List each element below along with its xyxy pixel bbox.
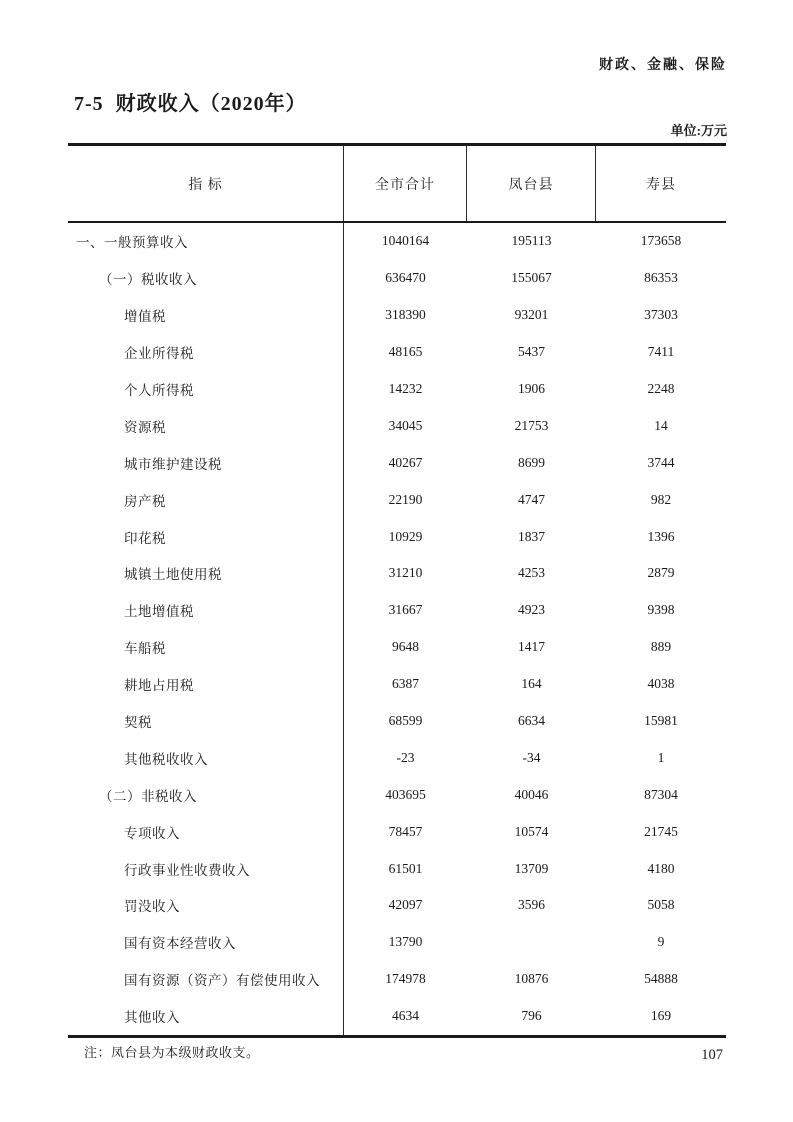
- row-value: 3744: [647, 454, 675, 470]
- footnote: 注：凤台县为本级财政收支。: [84, 1045, 260, 1060]
- row-label: 资源税: [68, 407, 344, 444]
- row-label: 其他收入: [68, 998, 344, 1035]
- row-value: 1417: [518, 639, 545, 655]
- row-value: 1906: [518, 381, 545, 396]
- row-value: 13790: [388, 934, 423, 950]
- table-row: [68, 813, 726, 850]
- table-body: [68, 223, 726, 1035]
- table-row: [68, 961, 726, 998]
- row-value: 54888: [644, 971, 678, 987]
- row-value: 9: [657, 934, 665, 950]
- table-row: [68, 518, 726, 555]
- row-value: 173658: [640, 233, 682, 249]
- table-row: [68, 629, 726, 666]
- row-value: 10876: [514, 971, 549, 987]
- row-value: 164: [521, 676, 542, 692]
- row-value: 4747: [518, 491, 545, 507]
- row-label: 契税: [68, 703, 344, 740]
- unit-label: 单位:万元: [670, 123, 727, 138]
- row-value: 1396: [647, 528, 675, 544]
- row-label: 专项收入: [68, 813, 344, 850]
- row-value: -34: [522, 749, 541, 765]
- table-row: [68, 371, 726, 408]
- row-value: 40046: [514, 786, 549, 802]
- row-value: 9398: [647, 602, 675, 618]
- row-value: [467, 924, 596, 961]
- table-row: [68, 555, 726, 592]
- table-row: [68, 924, 726, 961]
- row-value: 10574: [514, 823, 549, 839]
- row-value: 4180: [647, 860, 675, 876]
- row-label: （一）税收收入: [68, 260, 344, 297]
- page-number: 107: [701, 1047, 723, 1063]
- row-label: 耕地占用税: [68, 666, 344, 703]
- row-label: 城市维护建设税: [68, 444, 344, 481]
- row-value: 15981: [644, 713, 678, 729]
- table-row: [68, 887, 726, 924]
- table-row: [68, 223, 726, 260]
- row-value: 1: [657, 749, 665, 765]
- row-value: 3596: [518, 897, 545, 913]
- row-value: 61501: [388, 860, 423, 876]
- row-label: 罚没收入: [68, 887, 344, 924]
- row-value: 31210: [388, 565, 423, 581]
- row-label: 印花税: [68, 518, 344, 555]
- row-value: 4923: [518, 602, 545, 618]
- table-row: [68, 407, 726, 444]
- row-value: 87304: [644, 786, 678, 802]
- column-header-fengtai: 凤台县: [467, 146, 596, 221]
- table-header-row: [68, 146, 726, 223]
- page-title: 7-5 财政收入（2020年）: [74, 93, 307, 115]
- row-value: 14: [654, 417, 668, 433]
- column-header-indicator: 指 标: [68, 146, 344, 221]
- row-value: 8699: [518, 454, 545, 470]
- row-value: 2879: [647, 565, 675, 581]
- row-label: 房产税: [68, 481, 344, 518]
- row-label: 行政事业性收费收入: [68, 850, 344, 887]
- table-row: [68, 776, 726, 813]
- row-value: 31667: [388, 602, 423, 618]
- table-row: [68, 850, 726, 887]
- row-value: 195113: [511, 233, 552, 249]
- row-value: 1837: [518, 528, 545, 544]
- row-value: 21753: [514, 417, 549, 433]
- row-value: -23: [396, 749, 415, 765]
- row-label: 一、一般预算收入: [68, 223, 344, 260]
- row-value: 93201: [514, 307, 549, 323]
- row-label: 国有资源（资产）有偿使用收入: [68, 961, 344, 998]
- column-header-shou: 寿县: [646, 177, 676, 193]
- row-value: 403695: [385, 786, 426, 802]
- row-value: 174978: [385, 971, 426, 987]
- row-value: 4634: [392, 1008, 419, 1024]
- row-value: 13709: [514, 860, 549, 876]
- row-value: 7411: [647, 344, 675, 360]
- row-label: 其他税收收入: [68, 739, 344, 776]
- row-value: 86353: [644, 270, 678, 286]
- row-label: 国有资本经营收入: [68, 924, 344, 961]
- row-value: 169: [650, 1008, 672, 1024]
- row-value: 40267: [388, 454, 423, 470]
- table-row: [68, 739, 726, 776]
- row-value: 889: [650, 639, 672, 655]
- row-value: 5058: [647, 897, 675, 913]
- row-value: 9648: [392, 639, 419, 655]
- row-value: 982: [650, 491, 672, 507]
- row-value: 22190: [388, 491, 423, 507]
- row-label: 城镇土地使用税: [68, 555, 344, 592]
- row-label: （二）非税收入: [68, 776, 344, 813]
- fiscal-revenue-table: [68, 143, 726, 1038]
- row-value: 42097: [388, 897, 423, 913]
- row-value: 37303: [644, 307, 678, 323]
- row-value: 155067: [511, 270, 552, 286]
- table-row: [68, 297, 726, 334]
- column-header-city-total: 全市合计: [344, 146, 467, 221]
- table-row: [68, 260, 726, 297]
- table-row: [68, 666, 726, 703]
- table-row: [68, 334, 726, 371]
- row-value: 10929: [388, 528, 423, 544]
- row-value: 4038: [647, 676, 675, 692]
- table-row: [68, 998, 726, 1035]
- row-value: 6387: [392, 676, 419, 692]
- row-label: 土地增值税: [68, 592, 344, 629]
- row-value: 4253: [518, 565, 545, 581]
- table-row: [68, 444, 726, 481]
- row-value: 6634: [518, 713, 545, 729]
- row-value: 2248: [647, 381, 675, 396]
- row-value: 78457: [388, 823, 423, 839]
- row-value: 1040164: [381, 233, 430, 249]
- row-value: 5437: [518, 344, 545, 360]
- row-label: 车船税: [68, 629, 344, 666]
- table-row: [68, 592, 726, 629]
- row-value: 34045: [388, 417, 423, 433]
- table-row: [68, 703, 726, 740]
- row-value: 318390: [385, 307, 426, 323]
- row-value: 48165: [388, 344, 423, 360]
- row-value: 636470: [385, 270, 426, 286]
- row-label: 个人所得税: [68, 371, 344, 408]
- row-value: 796: [521, 1008, 542, 1024]
- row-value: 21745: [644, 823, 678, 839]
- row-value: 14232: [388, 381, 423, 396]
- row-label: 增值税: [68, 297, 344, 334]
- table-row: [68, 481, 726, 518]
- row-label: 企业所得税: [68, 334, 344, 371]
- section-header: 财政、金融、保险: [599, 58, 727, 73]
- row-value: 68599: [388, 713, 423, 729]
